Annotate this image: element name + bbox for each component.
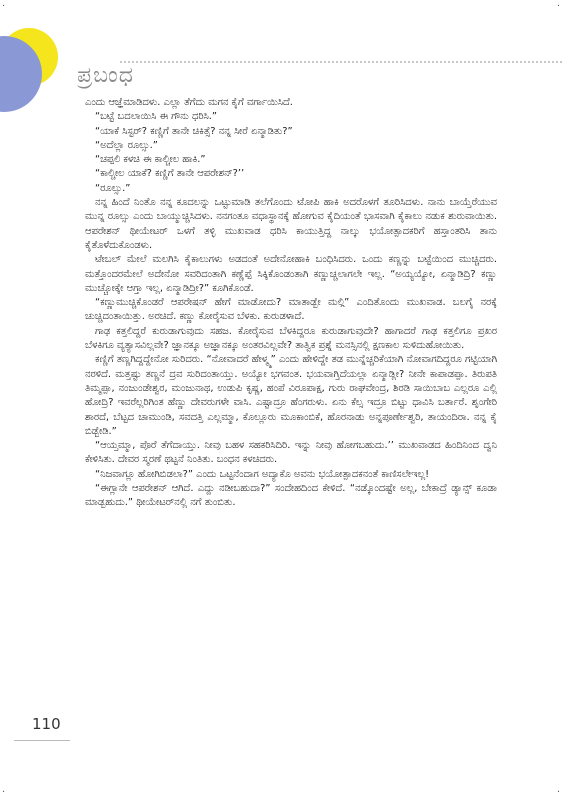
paragraph: “ಆಯ್ತಮ್ಮಾ, ಪೊರೆ ತೆಗೆದಾಯ್ತು. ನೀವು ಬಹಳ ಸಹಕರಿಸಿದಿರಿ. ಇನ್ನು ನೀವು ಹೋಗಬಹುದು.’’ ಮುಖವಾಡದ ಹಿಂದಿನಿಂದ ದ್ವನಿ ಕೇಳಿಸಿತು. ದೇವರ ಸ್ಮರಣೆ ಥಟ್ಟನೆ ನಿಂತಿತು. ಬಂಧನ ಕಳಚಿದರು.: [85, 440, 497, 466]
body-text: [85, 96, 497, 511]
paragraph: “ನಿಜವಾಗ್ಲೂ ಹೋಗಿಬಿಡಲಾ?” ಎಂದು ಒಟ್ಟನೆಂದಾಗ ಅದ್ಯಾಕೊ ಅವನು ಭಯೋತ್ಪಾದಕನಂತೆ ಕಾಣಿಸಲೇಇಲ್ಲ!: [95, 468, 430, 480]
paragraph: “ಚಪ್ಪಲಿ ಕಳಚಿ ಈ ಕಾಲ್ಚೀಲ ಹಾಕಿ.”: [95, 154, 206, 166]
paragraph: “ಈಗ್ಲಾನೇ ಆಪರೇಶನ್ ಆಗಿದೆ. ಎದ್ದು ನಡೀಬಹುದಾ?” ಸಂದೇಹದಿಂದ ಕೇಳಿದೆ. “ನಡ್ಕೊಂದಷ್ಟೇ ಅಲ್ಲ, ಬೇಕಾದ್ರೆ ಡ್ಯಾನ್ಸ್ ಕೂಡಾ ಮಾಡ್ಬಹುದು.” ಥೀಯೇಟರ್‌ನಲ್ಲಿ ನಗೆ ತುಂಬಿತು.: [85, 483, 497, 509]
header-dotted-rule: [120, 61, 562, 63]
paragraph: ಟೇಬಲ್ ಮೇಲೆ ಮಲಗಿಸಿ ಕೈಕಾಲುಗಳು ಅಡದಂತೆ ಅದೇನೋಹಾಕಿ ಬಂಧಿಸಿದರು. ಒಂದು ಕಣ್ಣನ್ನು ಬಟ್ಟೆಯಿಂದ ಮುಚ್ಚಿದರು. ಮತ್ತೊಂದರಮೇಲೆ ಅದೇನೋ ಸವರಿದಂತಾಗಿ ಕಣ್ಣೆಪ್ಪೆ ಸಿಕ್ಕಿಕೊಂಡಂತಾಗಿ ಕಣ್ಣುಚ್ಚಲಾಗಲೇ ಇಲ್ಲ. “ಅಯ್ಯಯ್ಯೋ, ಏನ್ಮಾಡಿದ್ರಿ? ಕಣ್ಣು ಮುಚ್ಚೋಕ್ಕೇ ಆಗ್ತಾ ಇಲ್ಲ, ಏನ್ಮಾಡಿದ್ರೀ?” ಕೂಗಿಕೊಂಡೆ.: [85, 254, 497, 294]
paragraph: ಕಣ್ಣಿಗೆ ತಣ್ಣಗಿದ್ದದ್ದೇನೋ ಸುರಿದರು. “ನೋವಾದರೆ ಹೇಳ್ಮ್ಮ” ಎಂದು ಹೇಳಿದ್ದೇ ತಡ ಮುನ್ನೆಚ್ಚರಿಕೆಯಾಗಿ ನೋವಾಗದಿದ್ದರೂ ಗಟ್ಟಿಯಾಗಿ ನರಳಿದೆ. ಮತ್ತಷ್ಟು ತಣ್ಣನೆ ದ್ರವ ಸುರಿದಂತಾಯ್ತು. ಅಯ್ಯೋ ಭಗವಂತ. ಭಯವಾಗ್ತಿದೆಯಲ್ಲಾ ಏನ್ಮಾಡ್ಲೀ? ನೀನೇ ಕಾಪಾಡಪ್ಪಾ. ತಿರುಪತಿ ತಿಮ್ಮಪ್ಪಾ, ನಂಜುಂಡೇಶ್ವರ, ಮಂಜುನಾಥ, ಉಡುಪಿ ಕೃಷ್ಣ, ಹಂಪೆ ವಿರೂಪಾಕ್ಷ, ಗುರು ರಾಘವೇಂದ್ರ, ಶಿರಡಿ ಸಾಯಿಬಾಬ ಎಲ್ಲರೂ ಎಲ್ಲಿ ಹೋದ್ರಿ? ಇವರೆಲ್ಲರಿಗಿಂತ ಹೆಣ್ಣು ದೇವರುಗಳೇ ವಾಸಿ. ಎಷ್ಟಾದ್ರೂ ಹೆಂಗರುಳು. ಏನು ಕೆಲ್ಸ ಇದ್ರೂ ಬಿಟ್ಟು ಧಾವಿಸಿ ಬರ್ತಾರೆ. ಶೃಂಗೇರಿ ಶಾರದೆ, ಬೆಟ್ಟದ ಚಾಮುಂಡಿ, ಸವದತ್ತಿ ಎಲ್ಲಮ್ಮಾ, ಕೊಲ್ಲೂರು ಮೂಕಾಂಬಿಕೆ, ಹೊರನಾಡು ಅನ್ನಪೂರ್ಣೇಶ್ವರಿ, ತಾಯಂದಿರಾ. ನನ್ನ ಕೈ ಬಿಡ್ಬೇಡಿ.”: [85, 354, 497, 437]
paragraph: “ಬಟ್ಟೆ ಬದಲಾಯಿಸಿ ಈ ಗೌನು ಧರಿಸಿ.”: [95, 111, 218, 123]
page-number-rule: [14, 740, 70, 741]
page-number: 110: [32, 715, 61, 733]
paragraph: “ಕಣ್ಣುಮುಚ್ಚಿಕೊಂಡರೆ ಆಪರೇಷನ್ ಹೇಗೆ ಮಾಡೋದು? ಮಾತಾಡ್ಬೇ ಮಲ್ಗಿ” ಎಂದಿತೊಂದು ಮುಖವಾಡ. ಬಲಗೈ ನರಕ್ಕೆ ಚುಚ್ಚಿದಂತಾಯಿತ್ತು. ಅರಚಿದೆ. ಕಣ್ಣು ಕೋರೈಸುವ ಬೆಳಕು. ಕುರುಡಳಾದೆ.: [85, 297, 497, 323]
paragraph: “ಅದೆಲ್ಲಾ ರೂಲ್ಸು.”: [95, 139, 158, 151]
paragraph: “ರೂಲ್ಸು.”: [95, 182, 131, 194]
paragraph: ನನ್ನ ಹಿಂದೆ ನಿಂತೊ ನನ್ನ ಕೂದಲನ್ನು ಒಟ್ಟುಮಾಡಿ ತಲೆಗೊಂದು ಟೋಪಿ ಹಾಕಿ ಅದರೊಳಗೆ ತೂರಿಸಿದಳು. ನಾನು ಬಾಯ್ತೆರೆಯುವ ಮುನ್ನ ರೂಲ್ಸು ಎಂದು ಬಾಯ್ಮುಚ್ಚಿಸಿದಳು. ನನಗಂತೂ ವಧಾಸ್ಥಾನಕ್ಕೆ ಹೋಗುವ ಕೈದಿಯಂತೆ ಭಾಸವಾಗಿ ಕೈಕಾಲು ನಡುಕ ಶುರುವಾಯಿತು. ಆಪರೇಶನ್ ಥೀಯೇಟರ್ ಒಳಗೆ ತಳ್ಳಿ ಮುಖವಾಡ ಧರಿಸಿ ಕಾಯುತ್ತಿದ್ದ ನಾಲ್ಕು ಭಯೋತ್ಪಾದಕರಿಗೆ ಹಸ್ತಾಂತರಿಸಿ ತಾನು ಕೈತೊಳೆದುಕೊಂಡಳು.: [85, 197, 497, 251]
section-title: ಪ್ರಬಂಧ: [77, 63, 134, 88]
crop-mark-top-left: ·: [2, 1, 6, 12]
crop-mark-top-right: ·: [556, 1, 560, 12]
paragraph: ಗಾಢ ಕತ್ತಲಿದ್ದರೆ ಕುರುಡಾಗುವುದು ಸಹಜ. ಕೋರೈಸುವ ಬೆಳಕಿದ್ದರೂ ಕುರುಡಾಗುವುದೇ? ಹಾಗಾದರೆ ಗಾಢ ಕತ್ತಲಿಗೂ ಪ್ರಖರ ಬೆಳಕಿಗೂ ವ್ಯತ್ಯಾಸವಿಲ್ಲವೇ? ಜ್ಞಾನಕ್ಕೂ ಅಜ್ಞಾನಕ್ಕೂ ಅಂತರವಿಲ್ಲವೇ? ತಾತ್ವಿಕ ಪ್ರಶ್ನೆ ಮನಸ್ಸಿನಲ್ಲಿ ಕ್ಷಣಕಾಲ ಸುಳಿದುಹೋಯಿತು.: [85, 325, 497, 352]
paragraph: ಎಂದು ಆಜ್ಞೆಮಾಡಿದಳು. ಎಲ್ಲಾ ತೆಗೆದು ಮಗನ ಕೈಗೆ ವರ್ಗಾಯಿಸಿದೆ.: [85, 97, 293, 108]
paragraph: “ಕಾಲ್ಚೀಲ ಯಾಕೆ? ಕಣ್ಣಿಗೆ ತಾನೇ ಆಪರೇಶನ್?’’: [95, 168, 245, 180]
paragraph: “ಯಾಕೆ ಸಿಸ್ಟರ್? ಕಣ್ಣಿಗೆ ತಾನೇ ಚಿಕಿತ್ಸೆ? ನನ್ನ ಸೀರೆ ಏನ್ಮಾಡಿತು?”: [95, 125, 293, 137]
crop-mark-bottom-left: ·: [2, 787, 6, 798]
crop-mark-bottom-right: ·: [556, 787, 560, 798]
